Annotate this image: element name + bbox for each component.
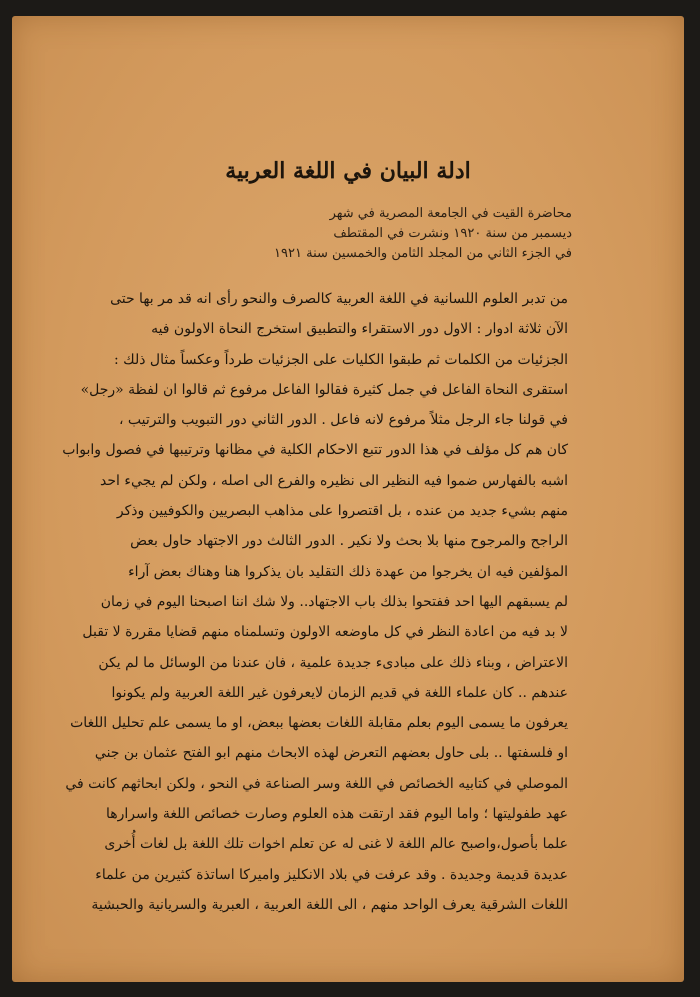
body-line: او فلسفتها .. بلى حاول بعضهم التعرض لهذه الابحاث منهم ابو الفتح عثمان بن جني xyxy=(94,745,568,762)
body-line: الراجح والمرجوح منها بلا بحث ولا نكير . الدور الثالث دور الاجتهاد حاول بعض xyxy=(130,533,568,550)
body-line: لا بد فيه من اعادة النظر في كل ماوضعه الاولون وتسلمناه منهم قضايا مقررة لا تقبل xyxy=(82,624,568,641)
subtitle-line: ديسمبر من سنة ١٩٢٠ ونشرت في المقتطف xyxy=(333,226,572,241)
subtitle-line: محاضرة القيت في الجامعة المصرية في شهر xyxy=(329,206,572,221)
body-line: عديدة قديمة وجديدة . وقد عرفت في بلاد الانكليز واميركا اساتذة كثيرين من علماء xyxy=(95,866,568,883)
body-line: يعرفون ما يسمى اليوم بعلم مقابلة اللغات بعضها ببعض، او ما يسمى علم تحليل اللغات xyxy=(70,715,568,732)
body-line: من تدبر العلوم اللسانية في اللغة العربية كالصرف والنحو رأى انه قد مر بها حتى xyxy=(110,291,568,307)
body-line: الآن ثلاثة ادوار : الاول دور الاستقراء والتطبيق استخرج النحاة الاولون فيه xyxy=(151,321,568,338)
document-body xyxy=(62,284,568,920)
body-line: الموصلي في كتابيه الخصائص في اللغة وسر الصناعة في النحو ، ولكن ابحاثهم كانت في xyxy=(65,775,568,792)
body-line: المؤلفين فيه ان يخرجوا من عهدة ذلك التقليد بان يذكروا هنا وهناك بعض آراء xyxy=(128,563,568,580)
body-line: عندهم .. كان علماء اللغة في قديم الزمان لايعرفون غير اللغة العربية ولم يكونوا xyxy=(111,684,568,701)
body-line: في قولنا جاء الرجل مثلاً مرفوع لانه فاعل . الدور الثاني دور التبويب والترتيب ، xyxy=(118,412,568,429)
body-line: منهم بشيء جديد من عنده ، بل اقتصروا على مذاهب البصريين والكوفيين وذكر xyxy=(116,503,568,520)
document-subtitle xyxy=(212,204,572,264)
body-line: كان هم كل مؤلف في هذا الدور تتبع الاحكام الكلية في مظانها وترتيبها في فصول وابواب xyxy=(62,442,568,459)
subtitle-line: في الجزء الثاني من المجلد الثامن والخمسين سنة ١٩٢١ xyxy=(274,246,572,261)
body-line: اشبه بالفهارس ضموا فيه النظير الى نظيره والفرع الى اصله ، ولكن لم يجيء احد xyxy=(100,472,568,489)
body-line: عهد طفوليتها ؛ واما اليوم فقد ارتقت هذه العلوم وصارت خصائص اللغة واسرارها xyxy=(105,806,568,823)
body-line: لم يسبقهم اليها احد ففتحوا بذلك باب الاجتهاد.. ولا شك اننا اصبحنا اليوم في زمان xyxy=(100,593,568,610)
body-line: علما بأصول،واصبح عالم اللغة لا غنى له عن تعلم اخوات تلك اللغة بل لغات أُخرى xyxy=(104,836,568,853)
body-line: استقرى النحاة الفاعل في جمل كثيرة فقالوا الفاعل مرفوع ثم قالوا ان لفظة «رجل» xyxy=(80,381,568,398)
body-line: الاعتراض ، وبناء ذلك على مبادىء جديدة علمية ، فان عندنا من الوسائل ما لم يكن xyxy=(98,654,568,671)
body-line: اللغات الشرقية يعرف الواحد منهم ، الى اللغة العربية ، العبرية والسريانية والحبشية xyxy=(91,896,568,913)
document-page xyxy=(12,16,684,982)
body-line: الجزئيات من الكلمات ثم طبقوا الكليات على الجزئيات طرداً وعكساً مثال ذلك : xyxy=(114,351,568,368)
document-title: ادلة البيان في اللغة العربية xyxy=(225,158,471,184)
